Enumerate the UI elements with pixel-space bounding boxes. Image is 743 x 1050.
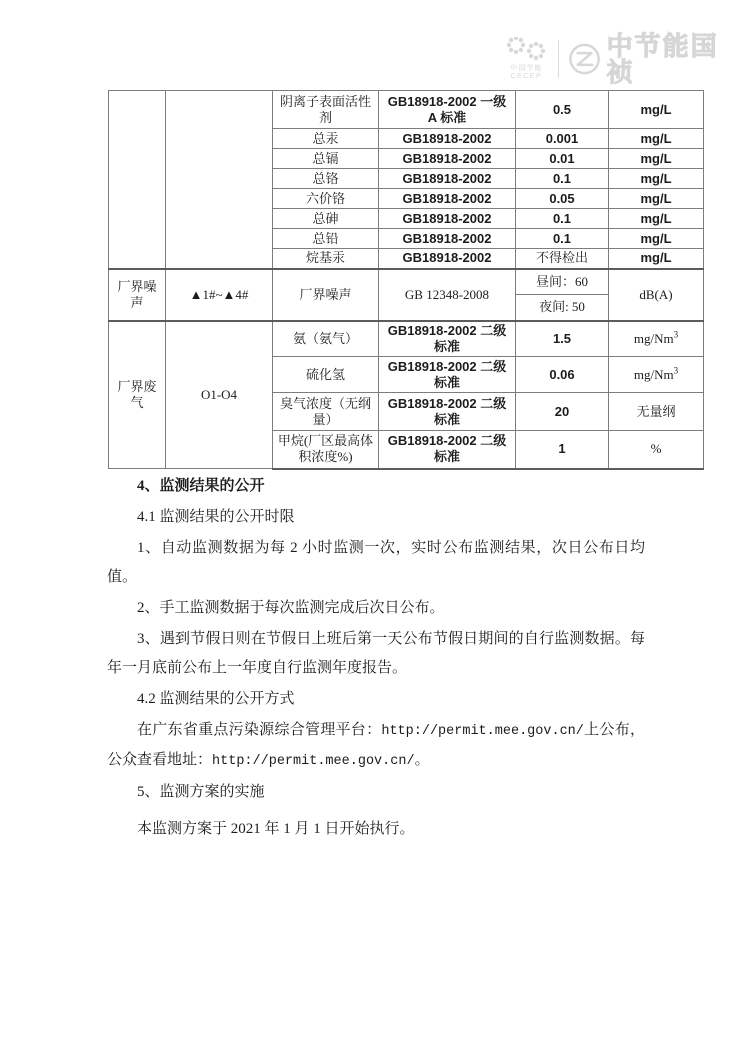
param-cell: 厂界噪声 xyxy=(273,269,379,321)
cecep-beads-icon xyxy=(504,37,548,65)
param-cell: 总铅 xyxy=(273,229,379,249)
param-cell: 总汞 xyxy=(273,129,379,149)
standard-cell: GB18918-2002 二级标准 xyxy=(379,321,516,357)
standard-cell: GB 12348-2008 xyxy=(379,269,516,321)
limit-cell: 0.01 xyxy=(516,149,609,169)
param-cell: 总砷 xyxy=(273,209,379,229)
unit-cell: mg/L xyxy=(609,149,704,169)
unit-cell: mg/L xyxy=(609,169,704,189)
gas-category-cell: 厂界废气 xyxy=(109,321,166,469)
unit-text: mg/Nm xyxy=(633,366,674,382)
table-row-noise xyxy=(109,269,704,295)
unit-cell: mg/L xyxy=(609,229,704,249)
section-4-1-title: 4.1 监测结果的公开时限 xyxy=(137,509,295,525)
water-category-cell xyxy=(109,91,166,269)
standard-cell: GB18918-2002 xyxy=(379,149,516,169)
limit-cell: 0.1 xyxy=(516,229,609,249)
standard-cell: GB18918-2002 xyxy=(379,229,516,249)
standard-cell: GB18918-2002 一级 A 标准 xyxy=(379,91,516,129)
param-cell: 甲烷(厂区最高体积浓度%) xyxy=(273,431,379,469)
unit-cell: dB(A) xyxy=(609,269,704,321)
guozhen-circle-z-icon xyxy=(567,40,602,78)
limit-cell: 0.1 xyxy=(516,169,609,189)
table-row xyxy=(109,91,704,129)
param-cell: 硫化氢 xyxy=(273,357,379,393)
unit-cell: 无量纲 xyxy=(609,393,704,431)
guozhen-logo xyxy=(567,33,743,85)
table-row-gas xyxy=(109,321,704,357)
param-cell: 烷基汞 xyxy=(273,249,379,269)
limit-cell: 不得检出 xyxy=(516,249,609,269)
standard-cell: GB18918-2002 xyxy=(379,169,516,189)
unit-cell xyxy=(609,321,704,357)
limit-cell: 0.5 xyxy=(516,91,609,129)
paragraph-holiday: 3、遇到节假日则在节假日上班后第一天公布节假日期间的自行监测数据。每年一月底前公布上一年度自行监测年度报告。 xyxy=(107,631,645,676)
sentence-end: 。 xyxy=(414,752,430,768)
limit-cell: 20 xyxy=(516,393,609,431)
paragraph-auto-monitoring: 1、自动监测数据为每 2 小时监测一次，实时公布监测结果，次日公布日均值。 xyxy=(107,540,645,585)
section-4-title: 4、监测结果的公开 xyxy=(137,478,265,494)
cecep-logo-name: 中国节能 xyxy=(510,65,543,72)
param-cell: 总铬 xyxy=(273,169,379,189)
body-text xyxy=(107,472,645,846)
header-logos xyxy=(501,33,743,85)
gas-point-cell: O1-O4 xyxy=(166,321,273,469)
cecep-logo xyxy=(501,37,552,81)
standard-cell: GB18918-2002 xyxy=(379,209,516,229)
logo-divider xyxy=(558,40,559,78)
unit-text: mg/Nm xyxy=(633,330,674,346)
noise-category-cell: 厂界噪声 xyxy=(109,269,166,321)
standard-cell: GB18918-2002 二级标准 xyxy=(379,431,516,469)
param-cell: 六价铬 xyxy=(273,189,379,209)
unit-cell: mg/L xyxy=(609,209,704,229)
platform-text: 在广东省重点污染源综合管理平台： xyxy=(137,722,382,738)
standard-cell: GB18918-2002 xyxy=(379,129,516,149)
unit-cell: % xyxy=(609,431,704,469)
unit-cell: mg/L xyxy=(609,129,704,149)
public-view-url: http://permit.mee.gov.cn/ xyxy=(212,754,415,769)
limit-cell: 1 xyxy=(516,431,609,469)
limit-cell: 0.06 xyxy=(516,357,609,393)
standard-cell: GB18918-2002 xyxy=(379,189,516,209)
limit-cell: 0.1 xyxy=(516,209,609,229)
monitoring-table xyxy=(108,90,704,470)
standard-cell: GB18918-2002 二级标准 xyxy=(379,357,516,393)
paragraph-publish-platform xyxy=(107,716,645,776)
water-point-cell xyxy=(166,91,273,269)
paragraph-effective-date: 本监测方案于 2021 年 1 月 1 日开始执行。 xyxy=(137,821,415,837)
monitoring-table-wrap xyxy=(108,90,704,470)
platform-url: http://permit.mee.gov.cn/ xyxy=(381,724,584,739)
section-5-title: 5、监测方案的实施 xyxy=(137,784,265,800)
limit-cell: 1.5 xyxy=(516,321,609,357)
limit-night-cell: 夜间: 50 xyxy=(516,295,609,321)
paragraph-manual-monitoring: 2、手工监测数据于每次监测完成后次日公布。 xyxy=(137,600,445,616)
unit-cell: mg/L xyxy=(609,189,704,209)
unit-cell xyxy=(609,357,704,393)
unit-cell: mg/L xyxy=(609,249,704,269)
standard-cell: GB18918-2002 二级标准 xyxy=(379,393,516,431)
param-cell: 氨（氨气） xyxy=(273,321,379,357)
standard-cell: GB18918-2002 xyxy=(379,249,516,269)
limit-cell: 0.001 xyxy=(516,129,609,149)
cecep-logo-sub: CECEP xyxy=(510,73,543,80)
unit-superscript: 3 xyxy=(673,365,679,376)
public-view-text: 上公布，公众查看地址： xyxy=(107,722,645,768)
limit-day-cell: 昼间：60 xyxy=(516,269,609,295)
unit-superscript: 3 xyxy=(673,329,679,340)
param-cell: 阴离子表面活性剂 xyxy=(273,91,379,129)
section-4-2-title: 4.2 监测结果的公开方式 xyxy=(137,691,295,707)
unit-cell: mg/L xyxy=(609,91,704,129)
param-cell: 臭气浓度（无纲量） xyxy=(273,393,379,431)
guozhen-logo-text: 中节能国祯 xyxy=(606,31,719,87)
noise-point-cell: ▲1#~▲4# xyxy=(166,269,273,321)
param-cell: 总镉 xyxy=(273,149,379,169)
limit-cell: 0.05 xyxy=(516,189,609,209)
